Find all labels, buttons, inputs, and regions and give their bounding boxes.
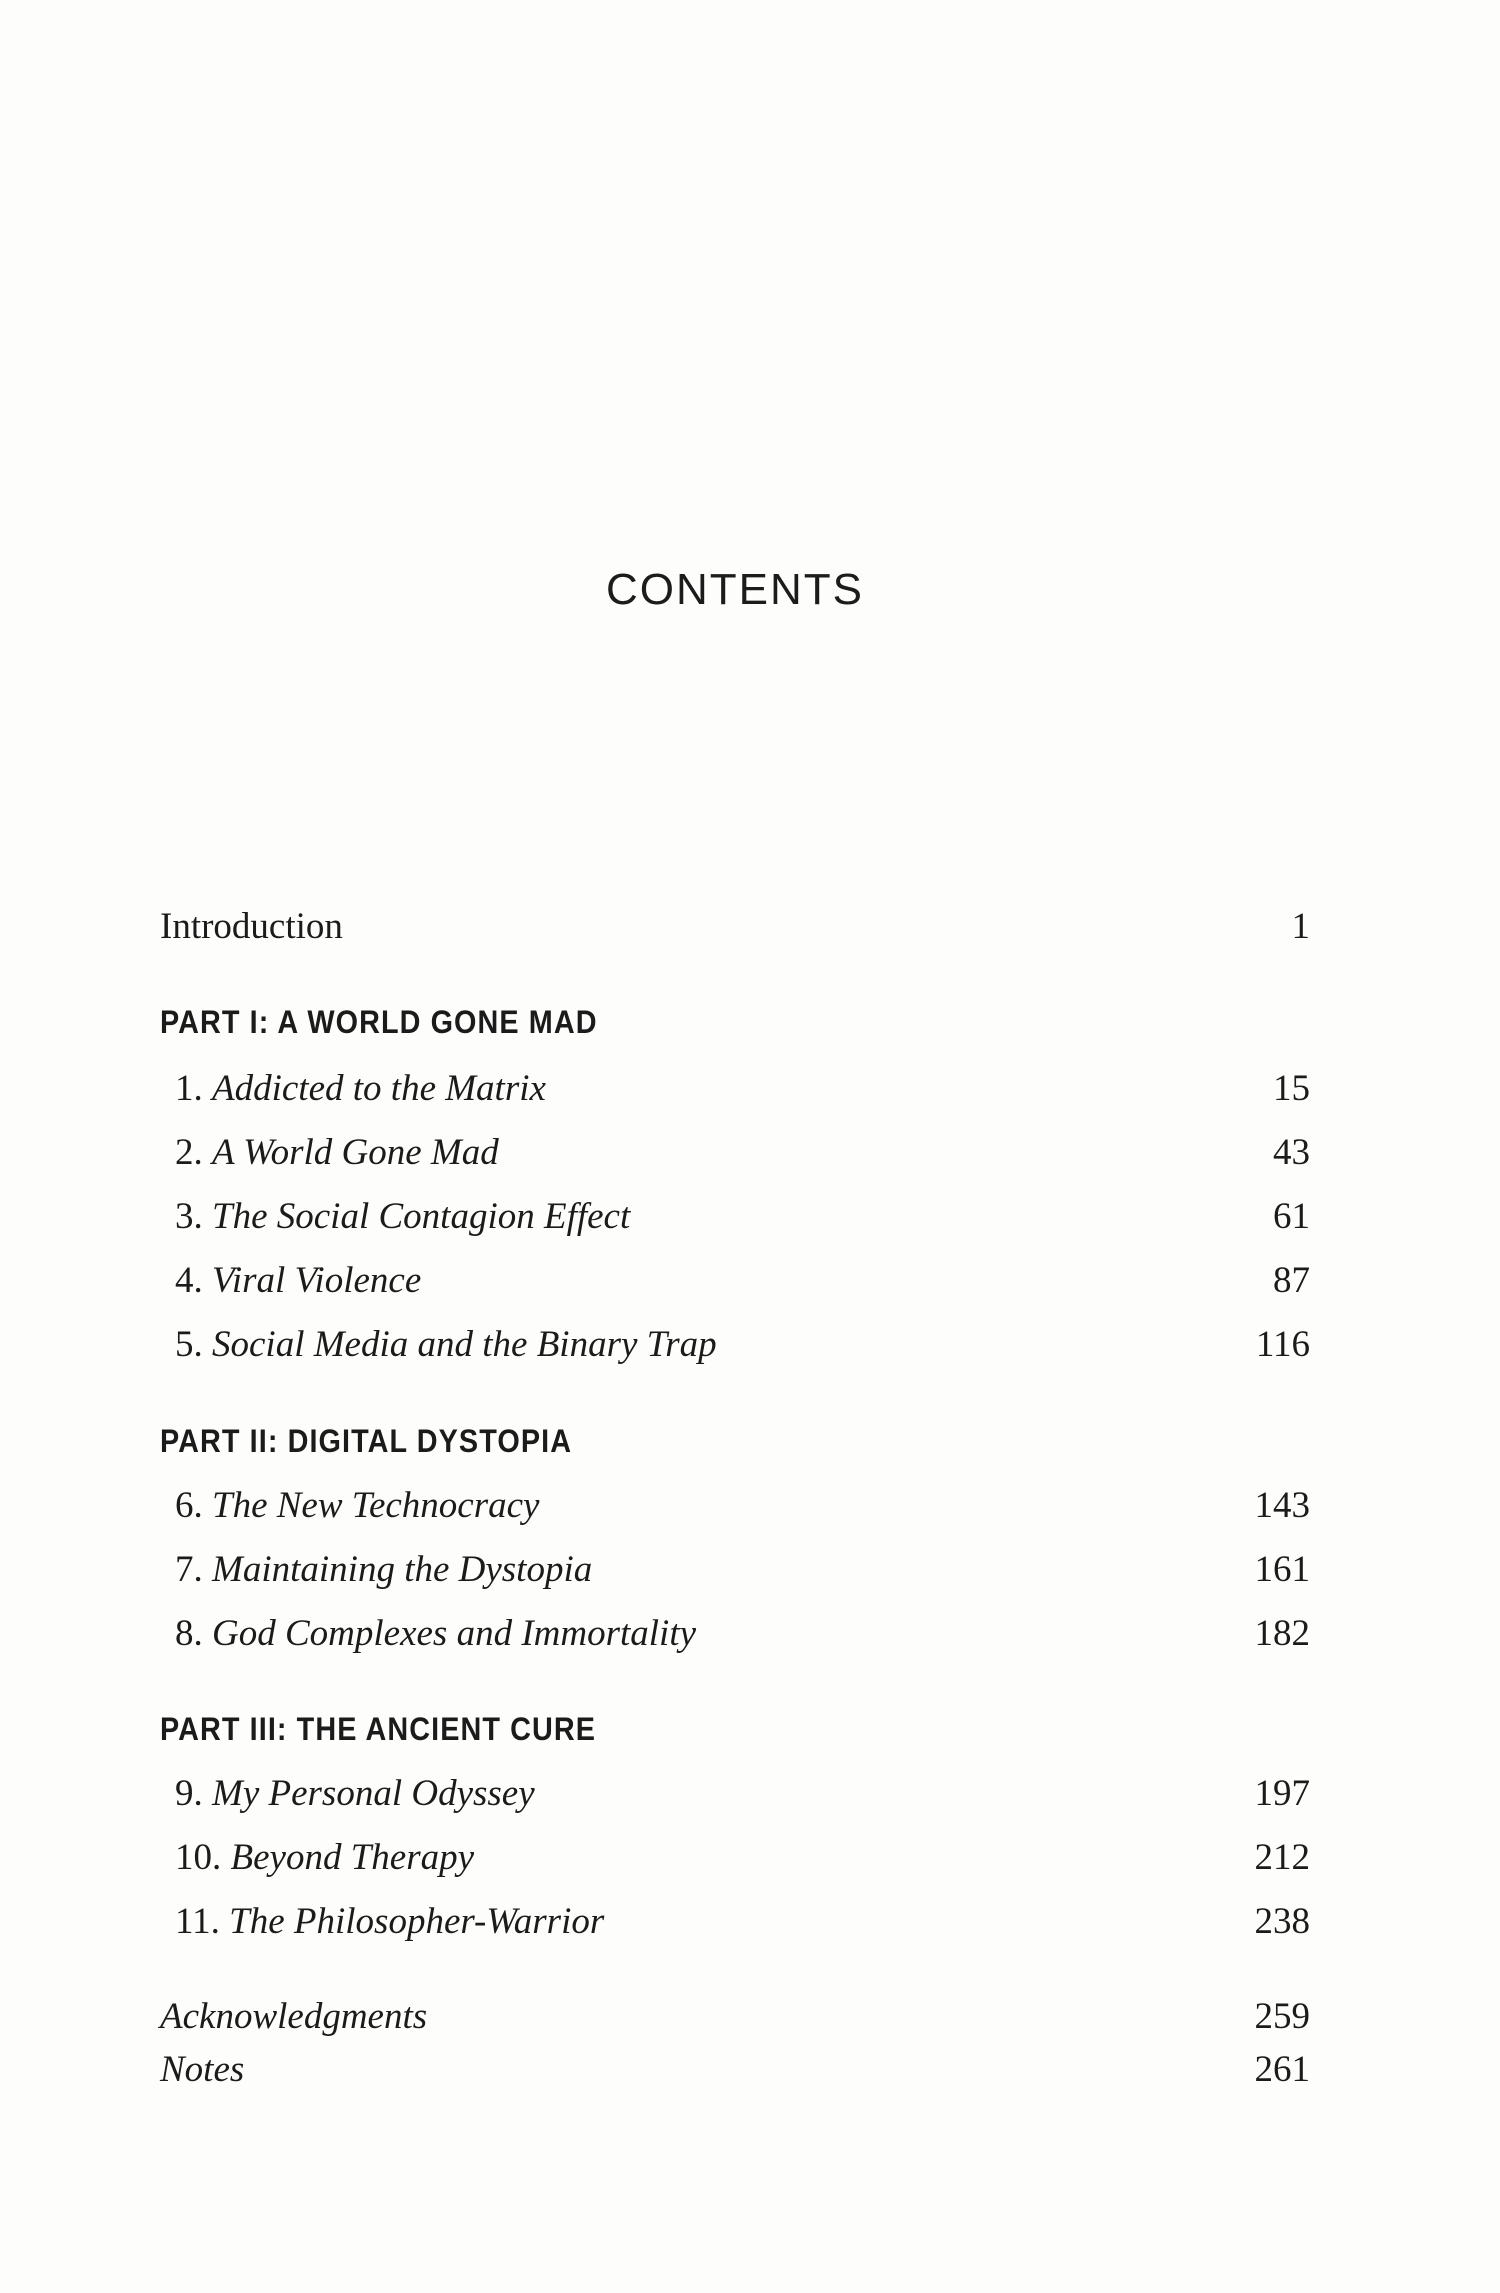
toc-entry-chapter-5[interactable]: [160, 1315, 1310, 1375]
page-number: 161: [1254, 1549, 1310, 1590]
chapter-number: 2.: [175, 1132, 203, 1173]
chapter-number: 7.: [175, 1549, 203, 1590]
chapter-number: 10.: [175, 1837, 222, 1878]
toc-entry-introduction[interactable]: [160, 897, 1310, 957]
chapter-title: Social Media and the Binary Trap: [212, 1324, 717, 1365]
chapter-title: Maintaining the Dystopia: [212, 1549, 593, 1590]
toc-entry-notes[interactable]: [160, 2040, 1310, 2100]
chapter-number: 3.: [175, 1196, 203, 1237]
chapter-number: 6.: [175, 1485, 203, 1526]
page-number: 116: [1255, 1324, 1310, 1365]
page-number: 1: [1291, 906, 1310, 947]
toc-entry-chapter-7[interactable]: [160, 1540, 1310, 1600]
page-number: 197: [1254, 1773, 1310, 1814]
page-number: 87: [1273, 1260, 1310, 1301]
chapter-title: The Philosopher-Warrior: [229, 1901, 605, 1942]
toc-entry-chapter-6[interactable]: [160, 1476, 1310, 1536]
chapter-number: 11.: [175, 1901, 220, 1942]
chapter-number: 9.: [175, 1773, 203, 1814]
toc-entry-chapter-8[interactable]: [160, 1604, 1310, 1664]
toc-entry-chapter-4[interactable]: [160, 1251, 1310, 1311]
part-heading-2: PART II: DIGITAL DYSTOPIA: [160, 1423, 573, 1459]
toc-entry-chapter-2[interactable]: [160, 1123, 1310, 1183]
chapter-number: 5.: [175, 1324, 203, 1365]
chapter-title: A World Gone Mad: [212, 1132, 499, 1173]
toc-entry-chapter-3[interactable]: [160, 1187, 1310, 1247]
page-title: CONTENTS: [606, 565, 864, 614]
chapter-number: 4.: [175, 1260, 203, 1301]
chapter-title: The New Technocracy: [212, 1485, 540, 1526]
chapter-title: Beyond Therapy: [230, 1837, 475, 1878]
page-number: 143: [1254, 1485, 1310, 1526]
toc-entry-chapter-9[interactable]: [160, 1764, 1310, 1824]
entry-label: Acknowledgments: [160, 1996, 428, 2037]
part-heading-3: PART III: THE ANCIENT CURE: [160, 1711, 597, 1747]
chapter-number: 8.: [175, 1613, 203, 1654]
page-number: 212: [1254, 1837, 1310, 1878]
toc-entry-chapter-1[interactable]: [160, 1059, 1310, 1119]
page-number: 261: [1254, 2049, 1310, 2090]
chapter-title: Addicted to the Matrix: [212, 1068, 546, 1109]
entry-label: Notes: [160, 2049, 245, 2090]
page-number: 259: [1254, 1996, 1310, 2037]
toc-entry-chapter-11[interactable]: [160, 1892, 1310, 1952]
chapter-title: My Personal Odyssey: [212, 1773, 535, 1814]
toc-entry-chapter-10[interactable]: [160, 1828, 1310, 1888]
page-number: 238: [1254, 1901, 1310, 1942]
chapter-number: 1.: [175, 1068, 203, 1109]
page-number: 43: [1273, 1132, 1310, 1173]
page-number: 61: [1273, 1196, 1310, 1237]
chapter-title: God Complexes and Immortality: [212, 1613, 697, 1654]
entry-label: Introduction: [160, 906, 343, 947]
part-heading-1: PART I: A WORLD GONE MAD: [160, 1004, 598, 1040]
page-number: 182: [1254, 1613, 1310, 1654]
chapter-title: Viral Violence: [212, 1260, 422, 1301]
page-number: 15: [1273, 1068, 1310, 1109]
chapter-title: The Social Contagion Effect: [212, 1196, 631, 1237]
toc-entry-acknowledgments[interactable]: [160, 1987, 1310, 2047]
